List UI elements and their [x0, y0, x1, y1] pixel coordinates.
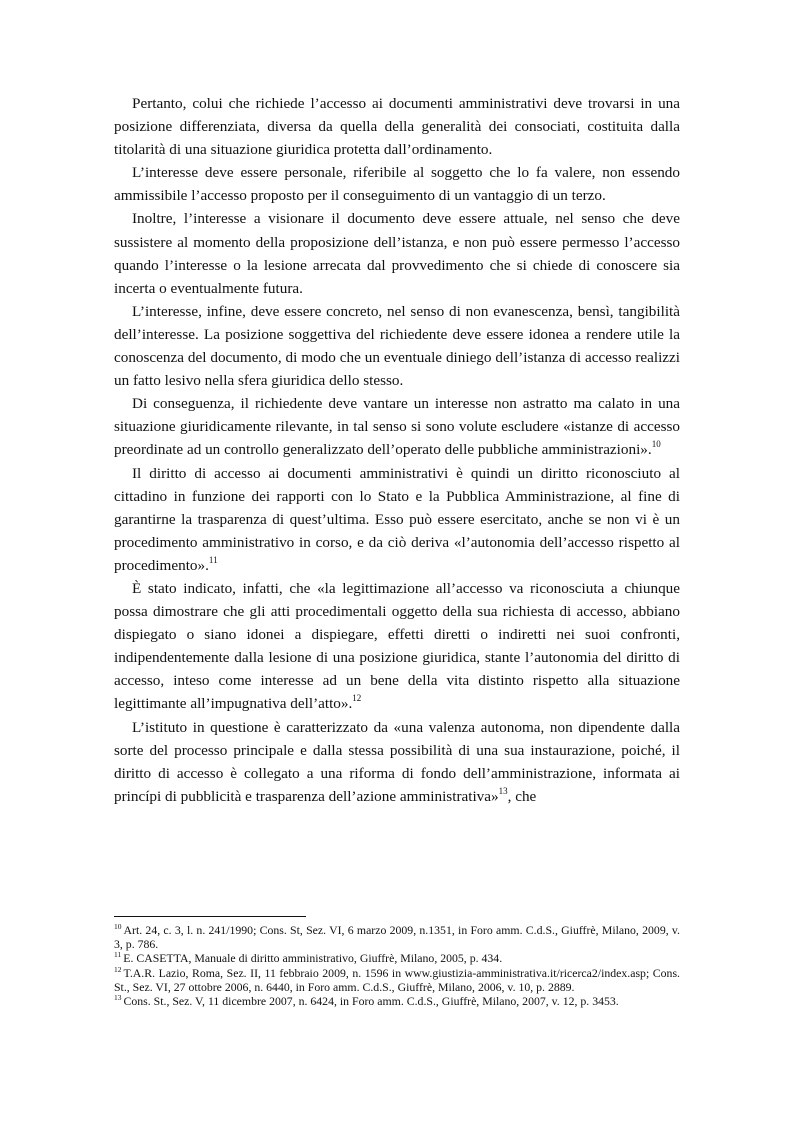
- paragraph-text: Inoltre, l’interesse a visionare il documento deve essere attuale, nel senso che deve sussistere al momento della proposizione dell’istanza, e non può essere permesso l’accesso quando l’interesse o la lesione arrecata dal provvedimento che si chiede di conoscere sia incerta o eventualmente futura.: [114, 210, 680, 297]
- footnote-text: Cons. St., Sez. V, 11 dicembre 2007, n. 6424, in Foro amm. C.d.S., Giuffrè, Milano, 2007, v. 12, p. 3453.: [123, 994, 619, 1009]
- paragraph: [114, 716, 680, 808]
- paragraph: [114, 462, 680, 577]
- paragraph: [114, 207, 680, 299]
- footnote-ref[interactable]: 10: [651, 439, 661, 450]
- paragraph: [114, 392, 680, 461]
- paragraph: [114, 161, 680, 207]
- footnote-ref[interactable]: 12: [352, 693, 362, 704]
- paragraph-text: Il diritto di accesso ai documenti amministrativi è quindi un diritto riconosciuto al cittadino in funzione dei rapporti con lo Stato e la Pubblica Amministrazione, al fine di garantirne la trasparenza di quest’ultima. Esso può essere esercitato, anche se non vi è un procedimento amministrativo in corso, e da ciò deriva «l’autonomia dell’accesso rispetto al procedimento».: [114, 464, 680, 574]
- paragraph-text: È stato indicato, infatti, che «la legittimazione all’accesso va riconosciuta a chiunque possa dimostrare che gli atti procedimentali oggetto della sua richiesta di accesso, abbiano dispiegato o siano idonei a dispiegare, effetti diretti o indiretti nei suoi confronti, indipendentemente dalla lesione di una posizione giuridica, stante l’autonomia del diritto di accesso, inteso come interesse ad un bene della vita distinto rispetto alla situazione legittimante all’impugnativa dell’atto».: [114, 579, 680, 713]
- paragraph-text: L’interesse deve essere personale, riferibile al soggetto che lo fa valere, non essendo ammissibile l’accesso proposto per il conseguimento di un vantaggio di un terzo.: [114, 164, 680, 205]
- footnote: [114, 966, 680, 994]
- footnote-number: 12: [114, 964, 122, 974]
- paragraph-tail: , che: [507, 787, 537, 805]
- paragraph-text: Pertanto, colui che richiede l’accesso ai documenti amministrativi deve trovarsi in una posizione differenziata, diversa da quella della generalità dei consociati, costituita dalla titolarità di una situazione giuridica protetta dall’ordinamento.: [114, 95, 680, 159]
- footnote-separator: [114, 916, 306, 917]
- footnote: [114, 923, 680, 951]
- footnote-text: E. CASETTA, Manuale di diritto amministrativo, Giuffrè, Milano, 2005, p. 434.: [123, 951, 503, 966]
- footnote: [114, 994, 680, 1008]
- paragraph-text: Di conseguenza, il richiedente deve vantare un interesse non astratto ma calato in una situazione giuridicamente rilevante, in tal senso si sono volute escludere «istanze di accesso preordinate ad un controllo generalizzato dell’operato delle pubbliche amministrazioni».: [114, 395, 680, 459]
- paragraph: [114, 577, 680, 716]
- paragraph-text: L’interesse, infine, deve essere concreto, nel senso di non evanescenza, bensì, tangibilità dell’interesse. La posizione soggettiva del richiedente deve essere idonea a rendere utile la conoscenza del documento, di modo che un eventuale diniego dell’istanza di accesso realizzi un fatto lesivo nella sfera giuridica dello stesso.: [114, 302, 680, 390]
- footnote-ref[interactable]: 13: [498, 785, 508, 796]
- footnote-ref[interactable]: 11: [208, 554, 218, 565]
- paragraph: [114, 300, 680, 392]
- footnote-text: T.A.R. Lazio, Roma, Sez. II, 11 febbraio 2009, n. 1596 in www.giustizia-amministrativa.it/ricerca2/index.asp; Cons. St., Sez. VI, 27 ottobre 2006, n. 6440, in Foro amm. C.d.S., Giuffrè, Milano, 2006, v. 10, p. 2889.: [114, 965, 680, 994]
- footnote-text: Art. 24, c. 3, l. n. 241/1990; Cons. St, Sez. VI, 6 marzo 2009, n.1351, in Foro amm. C.d.S., Giuffrè, Milano, 2009, v. 3, p. 786.: [114, 923, 680, 952]
- footnotes: [114, 923, 680, 1008]
- body-text: [114, 92, 680, 808]
- footnote-number: 13: [114, 993, 122, 1003]
- footnote-number: 10: [114, 922, 122, 931]
- paragraph-text: L’istituto in questione è caratterizzato da «una valenza autonoma, non dipendente dalla sorte del processo principale e dalla stessa possibilità di una sua instaurazione, poiché, il diritto di accesso è collegato a una riforma di fondo dell’amministrazione, informata ai princípi di pubblicità e trasparenza dell’azione amministrativa»: [114, 718, 680, 805]
- paragraph: [114, 92, 680, 161]
- footnote-number: 11: [114, 950, 122, 960]
- footnote: [114, 951, 680, 965]
